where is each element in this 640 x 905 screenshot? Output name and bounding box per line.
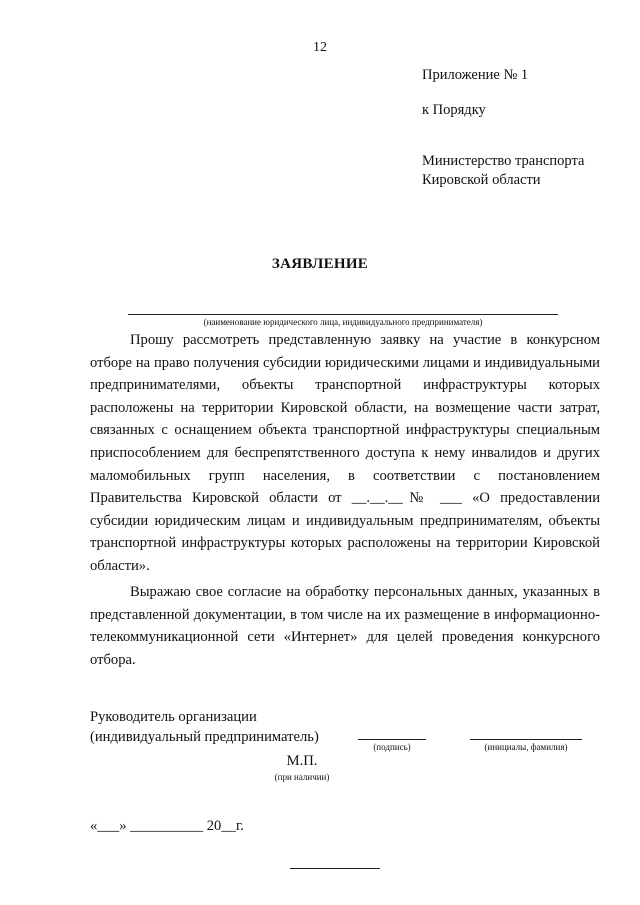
initials-caption: (инициалы, фамилия)	[484, 742, 568, 752]
addressee-line-1: Министерство транспорта	[422, 153, 585, 169]
head-title-line-1: Руководитель организации	[90, 709, 257, 725]
name-line	[470, 739, 582, 740]
appendix-line-2: к Порядку	[422, 102, 486, 118]
signature-caption: (подпись)	[373, 742, 411, 752]
document-title: ЗАЯВЛЕНИЕ	[271, 256, 369, 272]
applicant-name-line	[128, 314, 558, 315]
page-number: 12	[313, 40, 327, 55]
addressee-line-2: Кировской области	[422, 172, 541, 188]
footer-rule	[290, 868, 380, 869]
stamp-label: М.П.	[286, 753, 318, 769]
appendix-line-1: Приложение № 1	[422, 67, 529, 83]
head-title-line-2: (индивидуальный предприниматель)	[90, 729, 319, 745]
request-paragraph: Прошу рассмотреть представленную заявку на участие в конкурсном отборе на право получения субсидии юридическими лицами и индивидуальными предпринимателями, объекты транспортной инфраструктуры которых расположены на территории Кировской области, на возмещение части затрат, связанных с оснащением объекта транспортной инфраструктуры специальным приспособлением для беспрепятственного доступа к нему инвалидов и других маломобильных групп населения, в соответствии с постановлением Правительства Кировской области от __.__.__№ ___ «О предоставлении субсидии юридическим лицам и индивидуальным предпринимателям, объекты транспортной инфраструктуры которых расположены на территории Кировской области».	[90, 332, 600, 574]
applicant-name-caption: (наименование юридического лица, индивидуального предпринимателя)	[203, 317, 483, 327]
consent-paragraph: Выражаю свое согласие на обработку персональных данных, указанных в представленной документации, в том числе на их размещение в информационно-телекоммуникационной сети «Интернет» для целей проведения конкурсного отбора.	[90, 584, 600, 668]
stamp-caption: (при наличии)	[274, 772, 330, 782]
signature-line	[358, 739, 426, 740]
date-line: «___» __________ 20__г.	[90, 818, 244, 834]
